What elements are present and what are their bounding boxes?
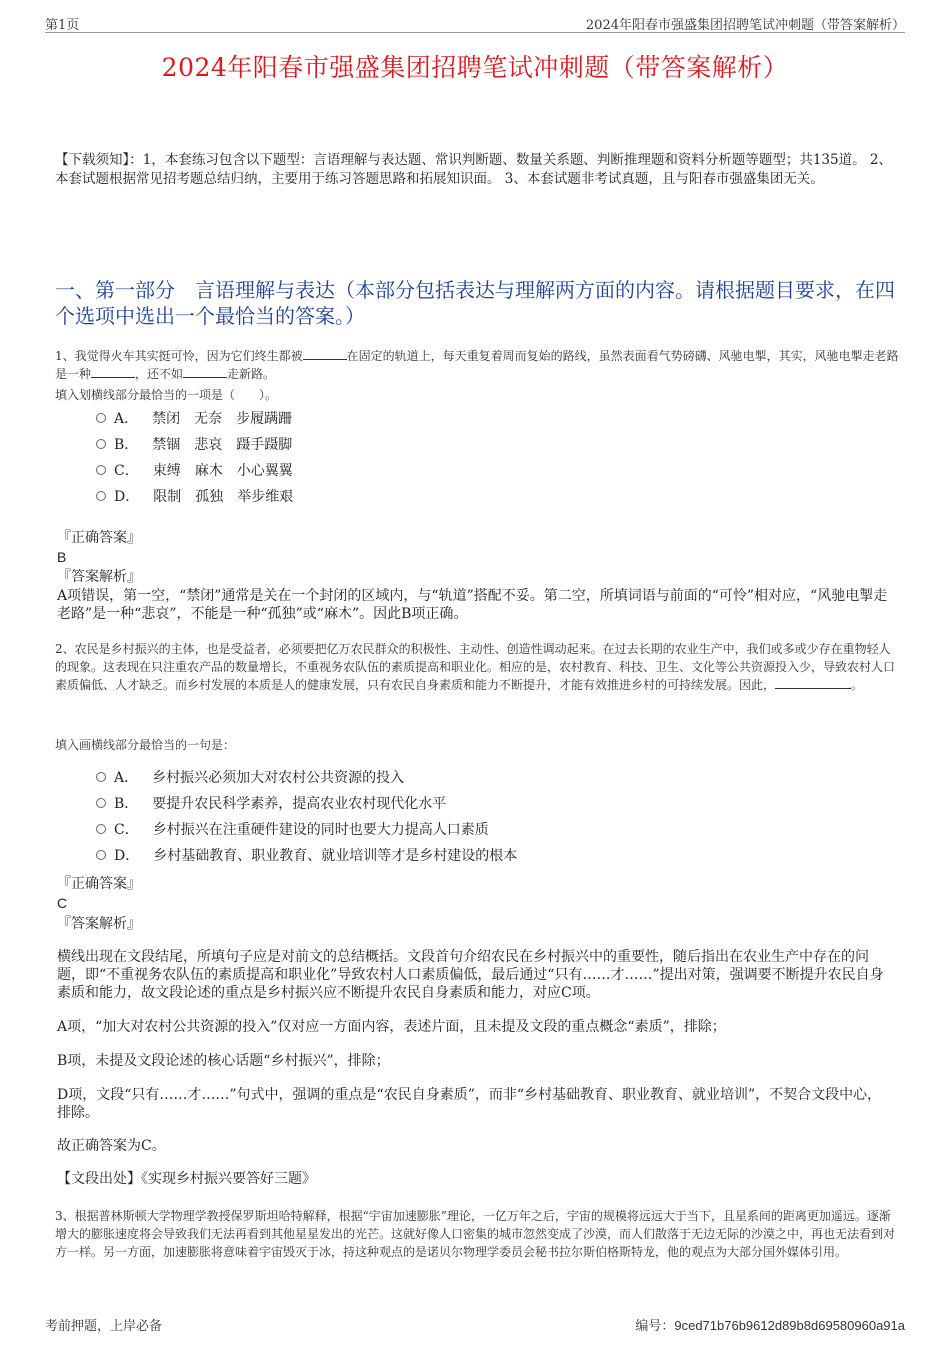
q1-analysis-label: 『答案解析』 <box>57 569 141 585</box>
page-title: 2024年阳春市强盛集团招聘笔试冲刺题（带答案解析） <box>161 53 789 82</box>
page-number: 第1页 <box>45 18 80 33</box>
radio-icon[interactable] <box>96 439 106 449</box>
radio-icon[interactable] <box>96 465 106 475</box>
radio-icon[interactable] <box>96 850 106 860</box>
q2-option-a[interactable]: A． 乡村振兴必须加大对农村公共资源的投入 <box>96 768 404 788</box>
answer-blank <box>303 347 347 360</box>
footer-slogan: 考前押题，上岸必备 <box>45 1319 163 1334</box>
q2-analysis-label: 『答案解析』 <box>57 916 141 932</box>
radio-icon[interactable] <box>96 491 106 501</box>
q2-answer-label: 『正确答案』 <box>57 876 141 892</box>
q1-option-d[interactable]: D． 限制 孤独 举步维艰 <box>96 487 293 507</box>
footer-code: 编号：9ced71b76b9612d89b8d69580960a91a <box>635 1318 905 1334</box>
radio-icon[interactable] <box>96 413 106 423</box>
question-1-text: 1、我觉得火车其实挺可怜，因为它们终生都被 在固定的轨道上，每天重复着周而复始的路线，虽然表面看气势磅礴、风驰电掣，其实，风驰电掣走老路是一种 ，还不如 走新路。 <box>55 349 899 381</box>
radio-icon[interactable] <box>96 798 106 808</box>
header-doc-title: 2024年阳春市强盛集团招聘笔试冲刺题（带答案解析） <box>585 18 905 33</box>
answer-blank <box>775 676 851 689</box>
answer-blank <box>91 365 135 378</box>
q1-analysis: A项错误，第一空，“禁闭”通常是关在一个封闭的区域内，与“轨道”搭配不妥。第二空，所填词语与前面的“可怜”相对应，“风驰电掣走老路”是一种“悲哀”，不能是一种“孤独”或“麻木”。因此B项正确。 <box>57 588 888 622</box>
q2-analysis-paragraph: B项，未提及文段论述的核心话题“乡村振兴”，排除； <box>57 1053 390 1069</box>
section-heading: 一、第一部分 言语理解与表达（本部分包括表达与理解两方面的内容。请根据题目要求，在四个选项中选出一个最恰当的答案。） <box>55 278 895 328</box>
q2-analysis-paragraph: 故正确答案为C。 <box>57 1138 166 1154</box>
question-1-prompt: 填入划横线部分最恰当的一项是（ ）。 <box>55 388 278 402</box>
q2-option-b[interactable]: B． 要提升农民科学素养，提高农业农村现代化水平 <box>96 794 446 814</box>
q1-option-a[interactable]: A． 禁闭 无奈 步履蹒跚 <box>96 409 292 429</box>
q2-option-d[interactable]: D． 乡村基础教育、职业教育、就业培训等才是乡村建设的根本 <box>96 846 517 866</box>
q1-answer-label: 『正确答案』 <box>57 530 141 546</box>
question-2-prompt: 填入画横线部分最恰当的一句是： <box>55 738 236 752</box>
q2-answer: C <box>57 895 68 911</box>
question-2-text: 2、农民是乡村振兴的主体，也是受益者，必须要把亿万农民群众的积极性、主动性、创造性调动起来。在过去长期的农业生产中，我们或多或少存在重物轻人的现象。这表现在只注重农产品的数量增长，不重视务农队伍的素质提高和职业化。相应的是，农村教育、科技、卫生、文化等公共资源投入少，导致农村人口素质偏低、人才缺乏。而乡村发展的本质是人的健康发展，只有农民自身素质和能力不断提升，才能有效推进乡村的可持续发展。因此， 。 <box>55 642 896 692</box>
q1-answer: B <box>57 549 67 565</box>
q2-analysis-paragraph: D项，文段“只有……才……”句式中，强调的重点是“农民自身素质”，而非“乡村基础教育、职业教育、就业培训”，不契合文段中心，排除。 <box>57 1087 882 1121</box>
q2-analysis-paragraph: 横线出现在文段结尾，所填句子应是对前文的总结概括。文段首句介绍农民在乡村振兴中的重要性，随后指出在农业生产中存在的问题，即“不重视务农队伍的素质提高和职业化”导致农村人口素质偏低，最后通过“只有……才……”提出对策，强调要不断提升农民自身素质和能力，故文段论述的重点是乡村振兴应不断提升农民自身素质和能力，对应C项。 <box>57 949 884 1001</box>
q1-option-c[interactable]: C． 束缚 麻木 小心翼翼 <box>96 461 293 481</box>
q2-option-c[interactable]: C． 乡村振兴在注重硬件建设的同时也要大力提高人口素质 <box>96 820 489 840</box>
q2-source: 【文段出处】《实现乡村振兴要答好三题》 <box>57 1171 316 1187</box>
question-3-text: 3、根据普林斯顿大学物理学教授保罗斯坦哈特解释，根据“宇宙加速膨胀”理论，一亿万年之后，宇宙的规模将远远大于当下，且星系间的距离更加遥远。逐渐增大的膨胀速度将会导致我们无法再看到其他星星发出的光芒。这就好像人口密集的城市忽然变成了沙漠，而人们散落于无边无际的沙漠之中，再也无法看到对方一样。另一方面，加速膨胀将意味着宇宙毁灭于冰，持这种观点的是诺贝尔物理学委员会秘书拉尔斯伯格斯特龙，他的观点为大部分国外媒体引用。 <box>55 1209 896 1259</box>
q1-option-b[interactable]: B． 禁锢 悲哀 蹑手蹑脚 <box>96 435 292 455</box>
answer-blank <box>183 365 227 378</box>
page-header <box>45 14 905 33</box>
q2-analysis-paragraph: A项，“加大对农村公共资源的投入”仅对应一方面内容，表述片面，且未提及文段的重点概念“素质”，排除； <box>57 1019 726 1035</box>
radio-icon[interactable] <box>96 772 106 782</box>
download-notice: 【下载须知】：1，本套练习包含以下题型：言语理解与表达题、常识判断题、数量关系题、判断推理题和资料分析题等题型；共135道。 2、本套试题根据常见招考题总结归纳，主要用于练习答题思路和拓展知识面。 3、本套试题非考试真题，且与阳春市强盛集团无关。 <box>55 152 892 187</box>
radio-icon[interactable] <box>96 824 106 834</box>
